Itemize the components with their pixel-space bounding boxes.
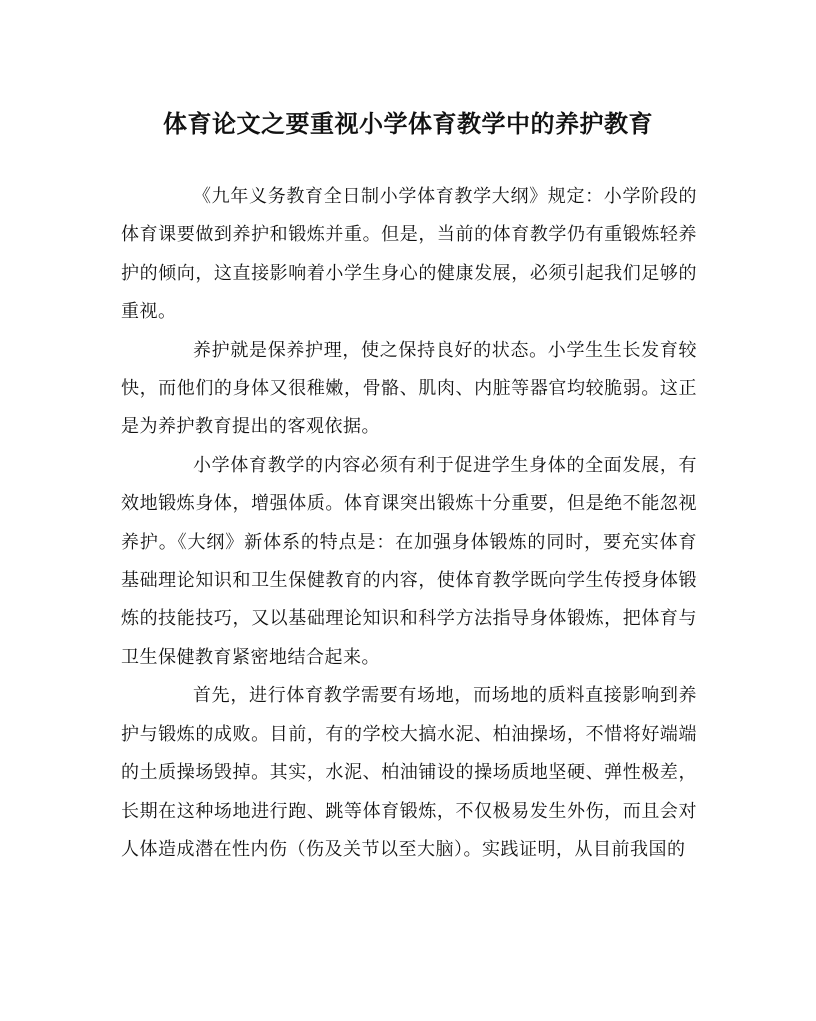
paragraph-2: 养护就是保养护理，使之保持良好的状态。小学生生长发育较快，而他们的身体又很稚嫩，骨骼、肌肉、内脏等器官均较脆弱。这正是为养护教育提出的客观依据。 [121,339,697,438]
paragraph-1: 《九年义务教育全日制小学体育教学大纲》规定：小学阶段的体育课要做到养护和锻炼并重。但是，当前的体育教学仍有重锻炼轻养护的倾向，这直接影响着小学生身心的健康发展，必须引起我们足够的重视。 [121,186,697,323]
paragraph-3: 小学体育教学的内容必须有利于促进学生身体的全面发展，有效地锻炼身体，增强体质。体育课突出锻炼十分重要，但是绝不能忽视养护。《大纲》新体系的特点是：在加强身体锻炼的同时，要充实体育基础理论知识和卫生保健教育的内容，使体育教学既向学生传授身体锻炼的技能技巧，又以基础理论知识和科学方法指导身体锻炼，把体育与卫生保健教育紧密地结合起来。 [121,454,697,668]
paragraph-4: 首先，进行体育教学需要有场地，而场地的质料直接影响到养护与锻炼的成败。目前，有的学校大搞水泥、柏油操场，不惜将好端端的土质操场毁掉。其实，水泥、柏油铺设的操场质地坚硬、弹性极差，长期在这种场地进行跑、跳等体育锻炼，不仅极易发生外伤，而且会对人体造成潜在性内伤（伤及关节以至大脑）。实践证明，从目前我国的 [121,685,697,860]
document-body [121,178,697,869]
document-title: 体育论文之要重视小学体育教学中的养护教育 [163,109,653,138]
